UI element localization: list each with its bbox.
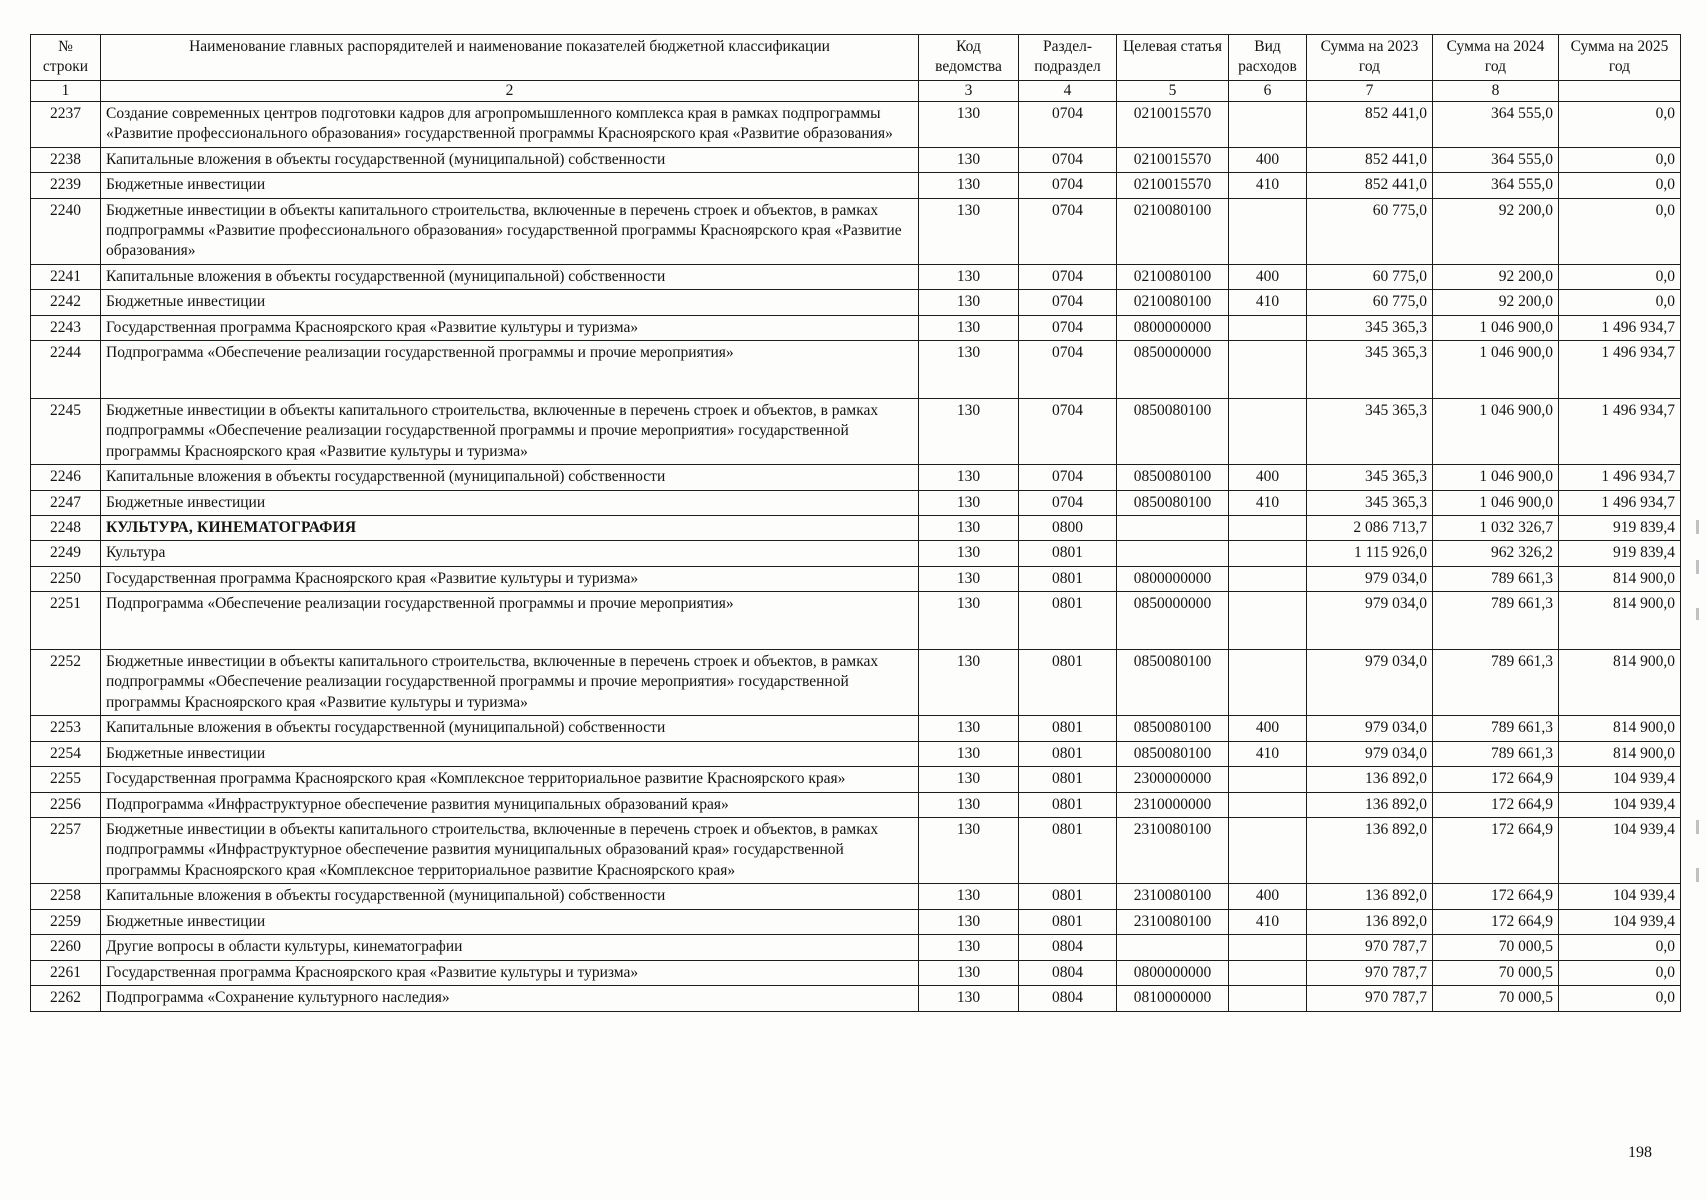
stat-cell bbox=[1117, 515, 1229, 540]
row-number-cell: 2253 bbox=[31, 716, 101, 741]
vid-cell: 400 bbox=[1229, 465, 1307, 490]
row-number-cell: 2241 bbox=[31, 264, 101, 289]
table-row bbox=[31, 792, 1681, 817]
row-number-cell: 2256 bbox=[31, 792, 101, 817]
stat-cell: 0810000000 bbox=[1117, 986, 1229, 1011]
vedomstvo-cell: 130 bbox=[919, 817, 1019, 883]
stat-cell: 0210080100 bbox=[1117, 290, 1229, 315]
vedomstvo-cell: 130 bbox=[919, 147, 1019, 172]
name-cell: Бюджетные инвестиции в объекты капитального строительства, включенные в перечень строек и объектов, в рамках подпрограммы «Обеспечение реализации государственной программы и прочие мероприятия» государственной программы Красноярского края «Развитие культуры и туризма» bbox=[101, 398, 919, 464]
razdel-cell: 0704 bbox=[1019, 398, 1117, 464]
sum-2025-cell: 104 939,4 bbox=[1559, 792, 1681, 817]
stat-cell: 2310080100 bbox=[1117, 817, 1229, 883]
stat-cell: 0210015570 bbox=[1117, 101, 1229, 147]
sum-2024-cell: 92 200,0 bbox=[1433, 198, 1559, 264]
table-row bbox=[31, 198, 1681, 264]
vedomstvo-cell: 130 bbox=[919, 935, 1019, 960]
vedomstvo-cell: 130 bbox=[919, 716, 1019, 741]
vid-cell: 400 bbox=[1229, 147, 1307, 172]
sum-2024-cell: 1 046 900,0 bbox=[1433, 398, 1559, 464]
sum-2025-cell: 104 939,4 bbox=[1559, 767, 1681, 792]
vedomstvo-cell: 130 bbox=[919, 490, 1019, 515]
sum-2024-cell: 172 664,9 bbox=[1433, 884, 1559, 909]
vedomstvo-cell: 130 bbox=[919, 741, 1019, 766]
stat-cell: 0850080100 bbox=[1117, 649, 1229, 715]
name-cell: Другие вопросы в области культуры, кинематографии bbox=[101, 935, 919, 960]
stat-cell: 0210015570 bbox=[1117, 147, 1229, 172]
column-number: 1 bbox=[31, 80, 101, 101]
name-cell: Капитальные вложения в объекты государственной (муниципальной) собственности bbox=[101, 465, 919, 490]
header-row bbox=[31, 35, 1681, 81]
header-razdel: Раздел-подраздел bbox=[1019, 35, 1117, 81]
vid-cell bbox=[1229, 341, 1307, 398]
table-row bbox=[31, 935, 1681, 960]
razdel-cell: 0800 bbox=[1019, 515, 1117, 540]
table-row bbox=[31, 465, 1681, 490]
column-number: 2 bbox=[101, 80, 919, 101]
sum-2025-cell: 0,0 bbox=[1559, 101, 1681, 147]
column-number: 5 bbox=[1117, 80, 1229, 101]
sum-2023-cell: 136 892,0 bbox=[1307, 909, 1433, 934]
vedomstvo-cell: 130 bbox=[919, 101, 1019, 147]
table-row bbox=[31, 541, 1681, 566]
vedomstvo-cell: 130 bbox=[919, 884, 1019, 909]
header-sum-2025: Сумма на 2025 год bbox=[1559, 35, 1681, 81]
budget-table bbox=[30, 34, 1681, 1012]
sum-2024-cell: 789 661,3 bbox=[1433, 566, 1559, 591]
table-row bbox=[31, 147, 1681, 172]
column-number: 4 bbox=[1019, 80, 1117, 101]
vid-cell bbox=[1229, 515, 1307, 540]
sum-2025-cell: 814 900,0 bbox=[1559, 716, 1681, 741]
stat-cell: 2310000000 bbox=[1117, 792, 1229, 817]
row-number-cell: 2239 bbox=[31, 173, 101, 198]
name-cell: Бюджетные инвестиции bbox=[101, 909, 919, 934]
name-cell: Культура bbox=[101, 541, 919, 566]
sum-2025-cell: 1 496 934,7 bbox=[1559, 398, 1681, 464]
sum-2023-cell: 970 787,7 bbox=[1307, 960, 1433, 985]
sum-2025-cell: 0,0 bbox=[1559, 290, 1681, 315]
sum-2023-cell: 60 775,0 bbox=[1307, 198, 1433, 264]
vedomstvo-cell: 130 bbox=[919, 792, 1019, 817]
sum-2025-cell: 814 900,0 bbox=[1559, 592, 1681, 649]
row-number-cell: 2238 bbox=[31, 147, 101, 172]
vedomstvo-cell: 130 bbox=[919, 909, 1019, 934]
stat-cell: 0850080100 bbox=[1117, 716, 1229, 741]
column-numbers-row bbox=[31, 80, 1681, 101]
vedomstvo-cell: 130 bbox=[919, 592, 1019, 649]
sum-2025-cell: 104 939,4 bbox=[1559, 909, 1681, 934]
sum-2025-cell: 0,0 bbox=[1559, 198, 1681, 264]
sum-2024-cell: 962 326,2 bbox=[1433, 541, 1559, 566]
razdel-cell: 0704 bbox=[1019, 341, 1117, 398]
vedomstvo-cell: 130 bbox=[919, 649, 1019, 715]
header-vid: Вид расходов bbox=[1229, 35, 1307, 81]
row-number-cell: 2259 bbox=[31, 909, 101, 934]
header-sum-2023: Сумма на 2023 год bbox=[1307, 35, 1433, 81]
row-number-cell: 2243 bbox=[31, 315, 101, 340]
row-number-cell: 2251 bbox=[31, 592, 101, 649]
row-number-cell: 2237 bbox=[31, 101, 101, 147]
row-number-cell: 2244 bbox=[31, 341, 101, 398]
header-stat: Целевая статья bbox=[1117, 35, 1229, 81]
vedomstvo-cell: 130 bbox=[919, 173, 1019, 198]
row-number-cell: 2250 bbox=[31, 566, 101, 591]
sum-2023-cell: 979 034,0 bbox=[1307, 649, 1433, 715]
scan-artifact bbox=[1696, 608, 1699, 620]
name-cell: Бюджетные инвестиции bbox=[101, 741, 919, 766]
vid-cell: 400 bbox=[1229, 716, 1307, 741]
sum-2025-cell: 814 900,0 bbox=[1559, 741, 1681, 766]
table-row bbox=[31, 767, 1681, 792]
vid-cell bbox=[1229, 792, 1307, 817]
row-number-cell: 2254 bbox=[31, 741, 101, 766]
name-cell: Бюджетные инвестиции bbox=[101, 490, 919, 515]
stat-cell: 0850000000 bbox=[1117, 592, 1229, 649]
vid-cell bbox=[1229, 649, 1307, 715]
sum-2025-cell: 1 496 934,7 bbox=[1559, 341, 1681, 398]
razdel-cell: 0704 bbox=[1019, 490, 1117, 515]
sum-2023-cell: 979 034,0 bbox=[1307, 741, 1433, 766]
table-row bbox=[31, 566, 1681, 591]
sum-2024-cell: 70 000,5 bbox=[1433, 935, 1559, 960]
sum-2025-cell: 1 496 934,7 bbox=[1559, 490, 1681, 515]
name-cell: Капитальные вложения в объекты государственной (муниципальной) собственности bbox=[101, 147, 919, 172]
razdel-cell: 0704 bbox=[1019, 465, 1117, 490]
sum-2025-cell: 0,0 bbox=[1559, 935, 1681, 960]
vid-cell bbox=[1229, 566, 1307, 591]
name-cell: Государственная программа Красноярского края «Развитие культуры и туризма» bbox=[101, 960, 919, 985]
vedomstvo-cell: 130 bbox=[919, 986, 1019, 1011]
sum-2025-cell: 814 900,0 bbox=[1559, 649, 1681, 715]
sum-2023-cell: 2 086 713,7 bbox=[1307, 515, 1433, 540]
vid-cell bbox=[1229, 817, 1307, 883]
vedomstvo-cell: 130 bbox=[919, 465, 1019, 490]
sum-2024-cell: 789 661,3 bbox=[1433, 716, 1559, 741]
table-row bbox=[31, 490, 1681, 515]
razdel-cell: 0704 bbox=[1019, 173, 1117, 198]
stat-cell bbox=[1117, 541, 1229, 566]
razdel-cell: 0704 bbox=[1019, 101, 1117, 147]
sum-2023-cell: 1 115 926,0 bbox=[1307, 541, 1433, 566]
vid-cell: 410 bbox=[1229, 490, 1307, 515]
row-number-cell: 2249 bbox=[31, 541, 101, 566]
name-cell: Создание современных центров подготовки кадров для агропромышленного комплекса края в рамках подпрограммы «Развитие профессионального образования» государственной программы Красноярского края «Развитие образования» bbox=[101, 101, 919, 147]
name-cell: Капитальные вложения в объекты государственной (муниципальной) собственности bbox=[101, 264, 919, 289]
sum-2025-cell: 919 839,4 bbox=[1559, 515, 1681, 540]
table-row bbox=[31, 817, 1681, 883]
table-row bbox=[31, 716, 1681, 741]
sum-2023-cell: 345 365,3 bbox=[1307, 398, 1433, 464]
sum-2024-cell: 1 046 900,0 bbox=[1433, 341, 1559, 398]
name-cell: Капитальные вложения в объекты государственной (муниципальной) собственности bbox=[101, 716, 919, 741]
sum-2024-cell: 1 032 326,7 bbox=[1433, 515, 1559, 540]
stat-cell: 2300000000 bbox=[1117, 767, 1229, 792]
vid-cell bbox=[1229, 960, 1307, 985]
sum-2024-cell: 364 555,0 bbox=[1433, 147, 1559, 172]
sum-2023-cell: 136 892,0 bbox=[1307, 884, 1433, 909]
stat-cell: 0850080100 bbox=[1117, 398, 1229, 464]
sum-2023-cell: 970 787,7 bbox=[1307, 986, 1433, 1011]
sum-2024-cell: 70 000,5 bbox=[1433, 986, 1559, 1011]
table-row bbox=[31, 909, 1681, 934]
name-cell: Подпрограмма «Сохранение культурного наследия» bbox=[101, 986, 919, 1011]
table-row bbox=[31, 986, 1681, 1011]
razdel-cell: 0801 bbox=[1019, 767, 1117, 792]
vid-cell bbox=[1229, 198, 1307, 264]
vid-cell: 400 bbox=[1229, 264, 1307, 289]
sum-2025-cell: 104 939,4 bbox=[1559, 884, 1681, 909]
stat-cell bbox=[1117, 935, 1229, 960]
column-number: 7 bbox=[1307, 80, 1433, 101]
vedomstvo-cell: 130 bbox=[919, 290, 1019, 315]
sum-2024-cell: 1 046 900,0 bbox=[1433, 465, 1559, 490]
row-number-cell: 2248 bbox=[31, 515, 101, 540]
column-number: 3 bbox=[919, 80, 1019, 101]
row-number-cell: 2255 bbox=[31, 767, 101, 792]
table-row bbox=[31, 264, 1681, 289]
sum-2023-cell: 345 365,3 bbox=[1307, 315, 1433, 340]
sum-2023-cell: 60 775,0 bbox=[1307, 264, 1433, 289]
name-cell: Капитальные вложения в объекты государственной (муниципальной) собственности bbox=[101, 884, 919, 909]
sum-2024-cell: 172 664,9 bbox=[1433, 817, 1559, 883]
table-body bbox=[31, 101, 1681, 1011]
vid-cell bbox=[1229, 398, 1307, 464]
row-number-cell: 2247 bbox=[31, 490, 101, 515]
vid-cell: 400 bbox=[1229, 884, 1307, 909]
name-cell: Бюджетные инвестиции в объекты капитального строительства, включенные в перечень строек и объектов, в рамках подпрограммы «Инфраструктурное обеспечение развития муниципальных образований края» государственной программы Красноярского края «Комплексное территориальное развитие Красноярского края» bbox=[101, 817, 919, 883]
name-cell: Подпрограмма «Обеспечение реализации государственной программы и прочие мероприятия» bbox=[101, 592, 919, 649]
razdel-cell: 0801 bbox=[1019, 566, 1117, 591]
row-number-cell: 2246 bbox=[31, 465, 101, 490]
scan-artifact bbox=[1696, 820, 1699, 834]
name-cell: Государственная программа Красноярского края «Комплексное территориальное развитие Красноярского края» bbox=[101, 767, 919, 792]
vid-cell: 410 bbox=[1229, 173, 1307, 198]
razdel-cell: 0704 bbox=[1019, 264, 1117, 289]
sum-2023-cell: 136 892,0 bbox=[1307, 792, 1433, 817]
razdel-cell: 0801 bbox=[1019, 541, 1117, 566]
table-row bbox=[31, 173, 1681, 198]
table-row bbox=[31, 315, 1681, 340]
sum-2023-cell: 345 365,3 bbox=[1307, 490, 1433, 515]
stat-cell: 0800000000 bbox=[1117, 960, 1229, 985]
sum-2023-cell: 979 034,0 bbox=[1307, 566, 1433, 591]
sum-2025-cell: 0,0 bbox=[1559, 173, 1681, 198]
vid-cell bbox=[1229, 986, 1307, 1011]
header-sum-2024: Сумма на 2024 год bbox=[1433, 35, 1559, 81]
stat-cell: 0210015570 bbox=[1117, 173, 1229, 198]
razdel-cell: 0801 bbox=[1019, 817, 1117, 883]
vedomstvo-cell: 130 bbox=[919, 566, 1019, 591]
sum-2023-cell: 345 365,3 bbox=[1307, 465, 1433, 490]
name-cell: Бюджетные инвестиции bbox=[101, 173, 919, 198]
column-number: 8 bbox=[1433, 80, 1559, 101]
sum-2024-cell: 789 661,3 bbox=[1433, 741, 1559, 766]
vid-cell bbox=[1229, 767, 1307, 792]
table-row bbox=[31, 960, 1681, 985]
sum-2025-cell: 814 900,0 bbox=[1559, 566, 1681, 591]
vedomstvo-cell: 130 bbox=[919, 767, 1019, 792]
sum-2023-cell: 136 892,0 bbox=[1307, 767, 1433, 792]
table-row bbox=[31, 884, 1681, 909]
sum-2025-cell: 0,0 bbox=[1559, 147, 1681, 172]
razdel-cell: 0801 bbox=[1019, 741, 1117, 766]
vid-cell bbox=[1229, 101, 1307, 147]
sum-2023-cell: 979 034,0 bbox=[1307, 716, 1433, 741]
vid-cell: 410 bbox=[1229, 909, 1307, 934]
sum-2025-cell: 1 496 934,7 bbox=[1559, 465, 1681, 490]
vid-cell bbox=[1229, 315, 1307, 340]
name-cell: Государственная программа Красноярского края «Развитие культуры и туризма» bbox=[101, 315, 919, 340]
vedomstvo-cell: 130 bbox=[919, 198, 1019, 264]
stat-cell: 0850000000 bbox=[1117, 341, 1229, 398]
vedomstvo-cell: 130 bbox=[919, 264, 1019, 289]
table-row bbox=[31, 341, 1681, 398]
razdel-cell: 0704 bbox=[1019, 198, 1117, 264]
stat-cell: 0850080100 bbox=[1117, 465, 1229, 490]
table-row bbox=[31, 398, 1681, 464]
row-number-cell: 2240 bbox=[31, 198, 101, 264]
vedomstvo-cell: 130 bbox=[919, 398, 1019, 464]
razdel-cell: 0801 bbox=[1019, 592, 1117, 649]
row-number-cell: 2252 bbox=[31, 649, 101, 715]
table-row bbox=[31, 649, 1681, 715]
sum-2023-cell: 852 441,0 bbox=[1307, 101, 1433, 147]
row-number-cell: 2242 bbox=[31, 290, 101, 315]
column-number bbox=[1559, 80, 1681, 101]
column-number: 6 bbox=[1229, 80, 1307, 101]
stat-cell: 0800000000 bbox=[1117, 315, 1229, 340]
sum-2023-cell: 979 034,0 bbox=[1307, 592, 1433, 649]
sum-2025-cell: 0,0 bbox=[1559, 986, 1681, 1011]
sum-2023-cell: 345 365,3 bbox=[1307, 341, 1433, 398]
stat-cell: 0850080100 bbox=[1117, 490, 1229, 515]
sum-2023-cell: 852 441,0 bbox=[1307, 147, 1433, 172]
vedomstvo-cell: 130 bbox=[919, 541, 1019, 566]
razdel-cell: 0804 bbox=[1019, 960, 1117, 985]
scan-artifact bbox=[1696, 520, 1699, 534]
stat-cell: 2310080100 bbox=[1117, 909, 1229, 934]
table-row bbox=[31, 592, 1681, 649]
scan-artifact bbox=[1696, 868, 1699, 882]
header-vedomstvo: Код ведомства bbox=[919, 35, 1019, 81]
razdel-cell: 0801 bbox=[1019, 909, 1117, 934]
razdel-cell: 0704 bbox=[1019, 147, 1117, 172]
name-cell: Бюджетные инвестиции bbox=[101, 290, 919, 315]
sum-2025-cell: 0,0 bbox=[1559, 264, 1681, 289]
sum-2024-cell: 92 200,0 bbox=[1433, 290, 1559, 315]
sum-2024-cell: 92 200,0 bbox=[1433, 264, 1559, 289]
sum-2025-cell: 0,0 bbox=[1559, 960, 1681, 985]
vid-cell: 410 bbox=[1229, 741, 1307, 766]
stat-cell: 0210080100 bbox=[1117, 198, 1229, 264]
vedomstvo-cell: 130 bbox=[919, 515, 1019, 540]
scan-artifact bbox=[1696, 560, 1699, 574]
razdel-cell: 0801 bbox=[1019, 649, 1117, 715]
sum-2025-cell: 104 939,4 bbox=[1559, 817, 1681, 883]
header-row-number: № строки bbox=[31, 35, 101, 81]
row-number-cell: 2260 bbox=[31, 935, 101, 960]
header-name: Наименование главных распорядителей и наименование показателей бюджетной классификации bbox=[101, 35, 919, 81]
row-number-cell: 2261 bbox=[31, 960, 101, 985]
stat-cell: 2310080100 bbox=[1117, 884, 1229, 909]
table-row bbox=[31, 290, 1681, 315]
name-cell: Подпрограмма «Обеспечение реализации государственной программы и прочие мероприятия» bbox=[101, 341, 919, 398]
vid-cell bbox=[1229, 541, 1307, 566]
sum-2024-cell: 789 661,3 bbox=[1433, 649, 1559, 715]
sum-2024-cell: 364 555,0 bbox=[1433, 173, 1559, 198]
sum-2024-cell: 1 046 900,0 bbox=[1433, 315, 1559, 340]
sum-2024-cell: 172 664,9 bbox=[1433, 792, 1559, 817]
name-cell: Подпрограмма «Инфраструктурное обеспечение развития муниципальных образований края» bbox=[101, 792, 919, 817]
stat-cell: 0210080100 bbox=[1117, 264, 1229, 289]
sum-2024-cell: 364 555,0 bbox=[1433, 101, 1559, 147]
stat-cell: 0800000000 bbox=[1117, 566, 1229, 591]
sum-2023-cell: 970 787,7 bbox=[1307, 935, 1433, 960]
sum-2023-cell: 136 892,0 bbox=[1307, 817, 1433, 883]
razdel-cell: 0801 bbox=[1019, 792, 1117, 817]
name-cell: КУЛЬТУРА, КИНЕМАТОГРАФИЯ bbox=[101, 515, 919, 540]
vid-cell: 410 bbox=[1229, 290, 1307, 315]
vedomstvo-cell: 130 bbox=[919, 341, 1019, 398]
row-number-cell: 2262 bbox=[31, 986, 101, 1011]
sum-2024-cell: 172 664,9 bbox=[1433, 767, 1559, 792]
table-row bbox=[31, 101, 1681, 147]
sum-2024-cell: 789 661,3 bbox=[1433, 592, 1559, 649]
razdel-cell: 0804 bbox=[1019, 986, 1117, 1011]
table-header bbox=[31, 35, 1681, 102]
sum-2025-cell: 1 496 934,7 bbox=[1559, 315, 1681, 340]
razdel-cell: 0704 bbox=[1019, 315, 1117, 340]
razdel-cell: 0801 bbox=[1019, 716, 1117, 741]
row-number-cell: 2257 bbox=[31, 817, 101, 883]
vedomstvo-cell: 130 bbox=[919, 315, 1019, 340]
table-row bbox=[31, 515, 1681, 540]
sum-2024-cell: 70 000,5 bbox=[1433, 960, 1559, 985]
sum-2023-cell: 60 775,0 bbox=[1307, 290, 1433, 315]
vedomstvo-cell: 130 bbox=[919, 960, 1019, 985]
name-cell: Государственная программа Красноярского края «Развитие культуры и туризма» bbox=[101, 566, 919, 591]
sum-2024-cell: 172 664,9 bbox=[1433, 909, 1559, 934]
stat-cell: 0850080100 bbox=[1117, 741, 1229, 766]
table-row bbox=[31, 741, 1681, 766]
sum-2024-cell: 1 046 900,0 bbox=[1433, 490, 1559, 515]
name-cell: Бюджетные инвестиции в объекты капитального строительства, включенные в перечень строек и объектов, в рамках подпрограммы «Обеспечение реализации государственной программы и прочие мероприятия» государственной программы Красноярского края «Развитие культуры и туризма» bbox=[101, 649, 919, 715]
row-number-cell: 2258 bbox=[31, 884, 101, 909]
razdel-cell: 0804 bbox=[1019, 935, 1117, 960]
vid-cell bbox=[1229, 592, 1307, 649]
name-cell: Бюджетные инвестиции в объекты капитального строительства, включенные в перечень строек и объектов, в рамках подпрограммы «Развитие профессионального образования» государственной программы Красноярского края «Развитие образования» bbox=[101, 198, 919, 264]
razdel-cell: 0801 bbox=[1019, 884, 1117, 909]
sum-2023-cell: 852 441,0 bbox=[1307, 173, 1433, 198]
row-number-cell: 2245 bbox=[31, 398, 101, 464]
vid-cell bbox=[1229, 935, 1307, 960]
sum-2025-cell: 919 839,4 bbox=[1559, 541, 1681, 566]
page-number: 198 bbox=[1628, 1144, 1652, 1161]
razdel-cell: 0704 bbox=[1019, 290, 1117, 315]
